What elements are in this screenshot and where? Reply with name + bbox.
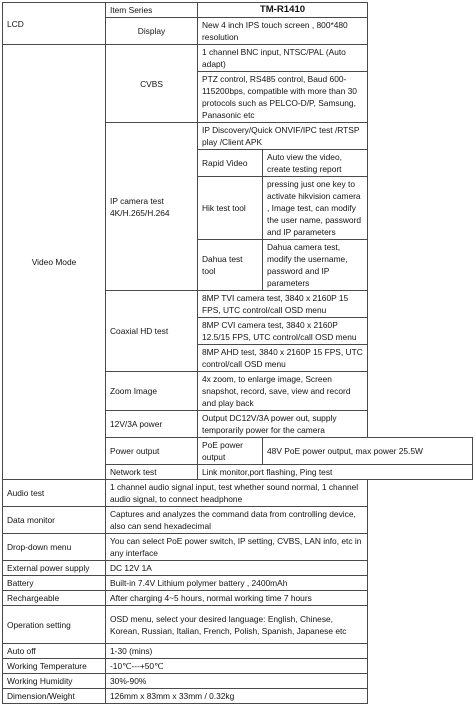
coaxial-ahd: 8MP AHD test, 3840 x 2160P 15 FPS, UTC control/call OSD menu <box>198 345 368 372</box>
poe-output-label: PoE power output <box>198 438 263 465</box>
dahua-tool-label: Dahua test tool <box>198 240 263 291</box>
table-row <box>3 480 473 507</box>
row-label-dimension-weight: Dimension/Weight <box>3 689 106 704</box>
hik-tool-label: Hik test tool <box>198 177 263 240</box>
power12v-value: Output DC12V/3A power out, supply temporarily power for the camera <box>198 411 368 438</box>
display-label: Display <box>106 18 198 45</box>
spec-table <box>2 2 473 704</box>
row-label-rechargeable: Rechargeable <box>3 591 106 606</box>
table-row <box>3 45 473 72</box>
hik-tool-desc: pressing just one key to activate hikvision camera , Image test, can modify the user name, password and IP parameters <box>263 177 368 240</box>
ip-camera-label: IP camera test 4K/H.265/H.264 <box>106 123 198 291</box>
row-label-network-test: Network test <box>106 465 198 480</box>
dimension-weight-value: 126mm x 83mm x 33mm / 0.32kg <box>106 689 368 704</box>
cvbs-value-1: 1 channel BNC input, NTSC/PAL (Auto adapt) <box>198 45 368 72</box>
rapid-video-label: Rapid Video <box>198 150 263 177</box>
row-label-power-output: Power output <box>106 438 198 465</box>
operation-setting-value: OSD menu, select your desired language: English, Chinese, Korean, Russian, Italian, French, Polish, Spanish, Japanese etc <box>106 606 368 644</box>
cvbs-label: CVBS <box>106 45 198 123</box>
rapid-video-desc: Auto view the video, create testing report <box>263 150 368 177</box>
row-label-battery: Battery <box>3 576 106 591</box>
table-row <box>3 644 473 659</box>
row-label-dropdown-menu: Drop-down menu <box>3 534 106 561</box>
row-label-external-power: External power supply <box>3 561 106 576</box>
dahua-tool-desc: Dahua camera test, modify the username, password and IP parameters <box>263 240 368 291</box>
coaxial-tvi: 8MP TVI camera test, 3840 x 2160P 15 FPS, UTC control/call OSD menu <box>198 291 368 318</box>
row-label-audio-test: Audio test <box>3 480 106 507</box>
zoom-value: 4x zoom, to enlarge image, Screen snapshot, record, save, view and record and play back <box>198 372 368 411</box>
ip-camera-summary: IP Discovery/Quick ONVIF/IPC test /RTSP play /Client APK <box>198 123 368 150</box>
auto-off-value: 1-30 (mins) <box>106 644 368 659</box>
rechargeable-value: After charging 4~5 hours, normal working time 7 hours <box>106 591 368 606</box>
working-humidity-value: 30%-90% <box>106 674 368 689</box>
table-row <box>3 674 473 689</box>
network-test-value: Link monitor,port flashing, Ping test <box>198 465 473 480</box>
table-row <box>3 659 473 674</box>
working-temperature-value: -10℃---+50℃ <box>106 659 368 674</box>
display-value: New 4 inch IPS touch screen , 800*480 resolution <box>198 18 368 45</box>
table-row <box>3 507 473 534</box>
data-monitor-value: Captures and analyzes the command data from controlling device, also can send hexadecimal <box>106 507 368 534</box>
row-label-operation-setting: Operation setting <box>3 606 106 644</box>
table-row <box>3 606 473 644</box>
battery-value: Built-in 7.4V Lithium polymer battery , 2400mAh <box>106 576 368 591</box>
row-label-video-mode: Video Mode <box>3 45 106 480</box>
row-label-lcd: LCD <box>3 3 106 45</box>
table-row <box>3 591 473 606</box>
external-power-value: DC 12V 1A <box>106 561 368 576</box>
coaxial-cvi: 8MP CVI camera test, 3840 x 2160P 12.5/15 FPS, UTC control/call OSD menu <box>198 318 368 345</box>
table-row <box>3 534 473 561</box>
model-name: TM-R1410 <box>198 3 368 18</box>
row-label-working-humidity: Working Humidity <box>3 674 106 689</box>
row-label-working-temperature: Working Temperature <box>3 659 106 674</box>
poe-output-value: 48V PoE power output, max power 25.5W <box>263 438 473 465</box>
item-series-label: Item Series <box>106 3 198 18</box>
table-row <box>3 561 473 576</box>
power12v-label: 12V/3A power <box>106 411 198 438</box>
row-label-data-monitor: Data monitor <box>3 507 106 534</box>
table-row <box>3 3 473 18</box>
dropdown-menu-value: You can select PoE power switch, IP setting, CVBS, LAN info, etc in any interface <box>106 534 368 561</box>
coaxial-label: Coaxial HD test <box>106 291 198 372</box>
row-label-auto-off: Auto off <box>3 644 106 659</box>
audio-test-value: 1 channel audio signal input, test whether sound normal, 1 channel audio signal, to connect headphone <box>106 480 368 507</box>
cvbs-value-2: PTZ control, RS485 control, Baud 600-115200bps, compatible with more than 30 protocols such as PELCO-D/P, Samsung, Panasonic etc <box>198 72 368 123</box>
table-row <box>3 689 473 704</box>
table-row <box>3 576 473 591</box>
zoom-label: Zoom Image <box>106 372 198 411</box>
